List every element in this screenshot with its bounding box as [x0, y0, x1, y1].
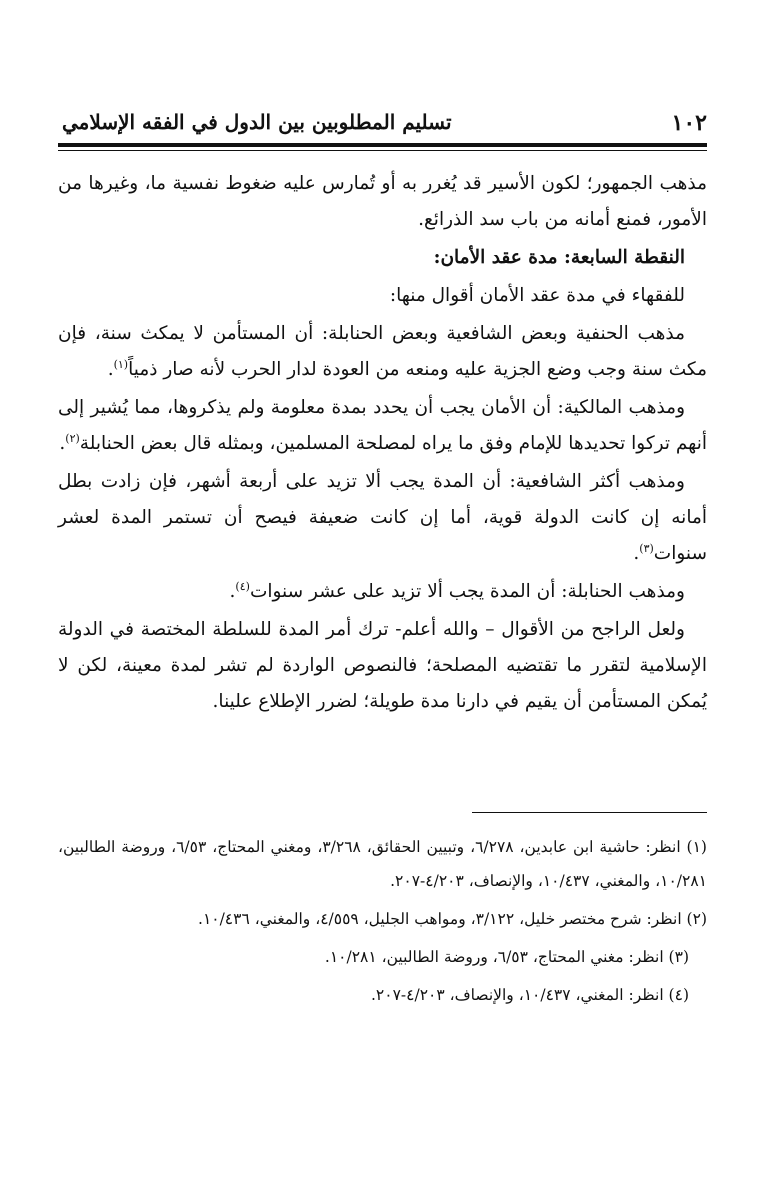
paragraph-2: للفقهاء في مدة عقد الأمان أقوال منها: [389, 285, 685, 306]
section-heading: النقطة السابعة: مدة عقد الأمان: [433, 247, 685, 268]
paragraph-3-text: مذهب الحنفية وبعض الشافعية وبعض الحنابلة: أن المستأمن لا يمكث سنة، فإن مكث سنة وجب وضع الجزية عليه ومنعه من العودة لدار الحرب لأنه صار ذمياً [58, 323, 707, 380]
paragraph-7: ولعل الراجح من الأقوال – والله أعلم- ترك أمر المدة للسلطة المختصة في الدولة الإسلامية لتقرر ما تقتضيه المصلحة؛ فالنصوص الواردة لم تشر لمدة معينة، لكن لا يُمكن المستأمن أن يقيم في دارنا مدة طويلة؛ لضرر الإطلاع علينا. [58, 619, 707, 712]
paragraph-6 [58, 574, 707, 610]
footnotes [58, 830, 707, 1016]
paragraph-4-end: . [59, 433, 66, 454]
paragraph-4 [58, 390, 707, 462]
paragraph-3 [58, 316, 707, 388]
paragraph-1: مذهب الجمهور؛ لكون الأسير قد يُغرر به أو تُمارس عليه ضغوط نفسية ما، وغيرها من الأمور، فمنع أمانه من باب سد الذرائع. [58, 173, 707, 230]
running-title: تسليم المطلوبين بين الدول في الفقه الإسلامي [62, 110, 452, 134]
paragraph-5-text: ومذهب أكثر الشافعية: أن المدة يجب ألا تزيد على أربعة أشهر، فإن زادت بطل أمانه إن كانت الدولة قوية، أما إن كانت ضعيفة فيصح أن تستمر المدة لعشر سنوات [58, 471, 707, 564]
footnote-ref-2[interactable]: (٢) [65, 431, 80, 445]
footnote-ref-1[interactable]: (١) [113, 357, 129, 371]
paragraph-6-end: . [229, 581, 236, 602]
paragraph-6-text: ومذهب الحنابلة: أن المدة يجب ألا تزيد على عشر سنوات [249, 581, 685, 602]
book-page [58, 0, 707, 1195]
paragraph-5 [58, 464, 707, 572]
footnote-1: (١) انظر: حاشية ابن عابدين، ٦/٢٧٨، وتبيين الحقائق، ٣/٢٦٨، ومغني المحتاج، ٦/٥٣، وروضة الطالبين، ١٠/٢٨١، والمغني، ١٠/٤٣٧، والإنصاف، ٤/٢٠٣-٢٠٧. [58, 838, 707, 890]
footnote-ref-4[interactable]: (٤) [235, 579, 250, 593]
header-rule-thin [58, 150, 707, 151]
header-rule-thick [58, 143, 707, 147]
page-header [58, 108, 707, 144]
paragraph-3-end: . [107, 359, 114, 380]
footnote-separator [472, 812, 707, 813]
footnote-4: (٤) انظر: المغني، ١٠/٤٣٧، والإنصاف، ٤/٢٠٣-٢٠٧. [370, 986, 689, 1004]
footnote-3: (٣) انظر: مغني المحتاج، ٦/٥٣، وروضة الطالبين، ١٠/٢٨١. [324, 948, 689, 966]
page-number: ١٠٢ [671, 110, 707, 136]
footnote-2: (٢) انظر: شرح مختصر خليل، ٣/١٢٢، ومواهب الجليل، ٤/٥٥٩، والمغني، ١٠/٤٣٦. [198, 910, 707, 928]
main-text [58, 166, 707, 722]
footnote-ref-3[interactable]: (٣) [639, 541, 654, 555]
paragraph-5-end: . [633, 543, 640, 564]
paragraph-4-text: ومذهب المالكية: أن الأمان يجب أن يحدد بمدة معلومة ولم يذكروها، مما يُشير إلى أنهم تركوا تحديدها للإمام وفق ما يراه لمصلحة المسلمين، وبمثله قال بعض الحنابلة [58, 397, 707, 454]
